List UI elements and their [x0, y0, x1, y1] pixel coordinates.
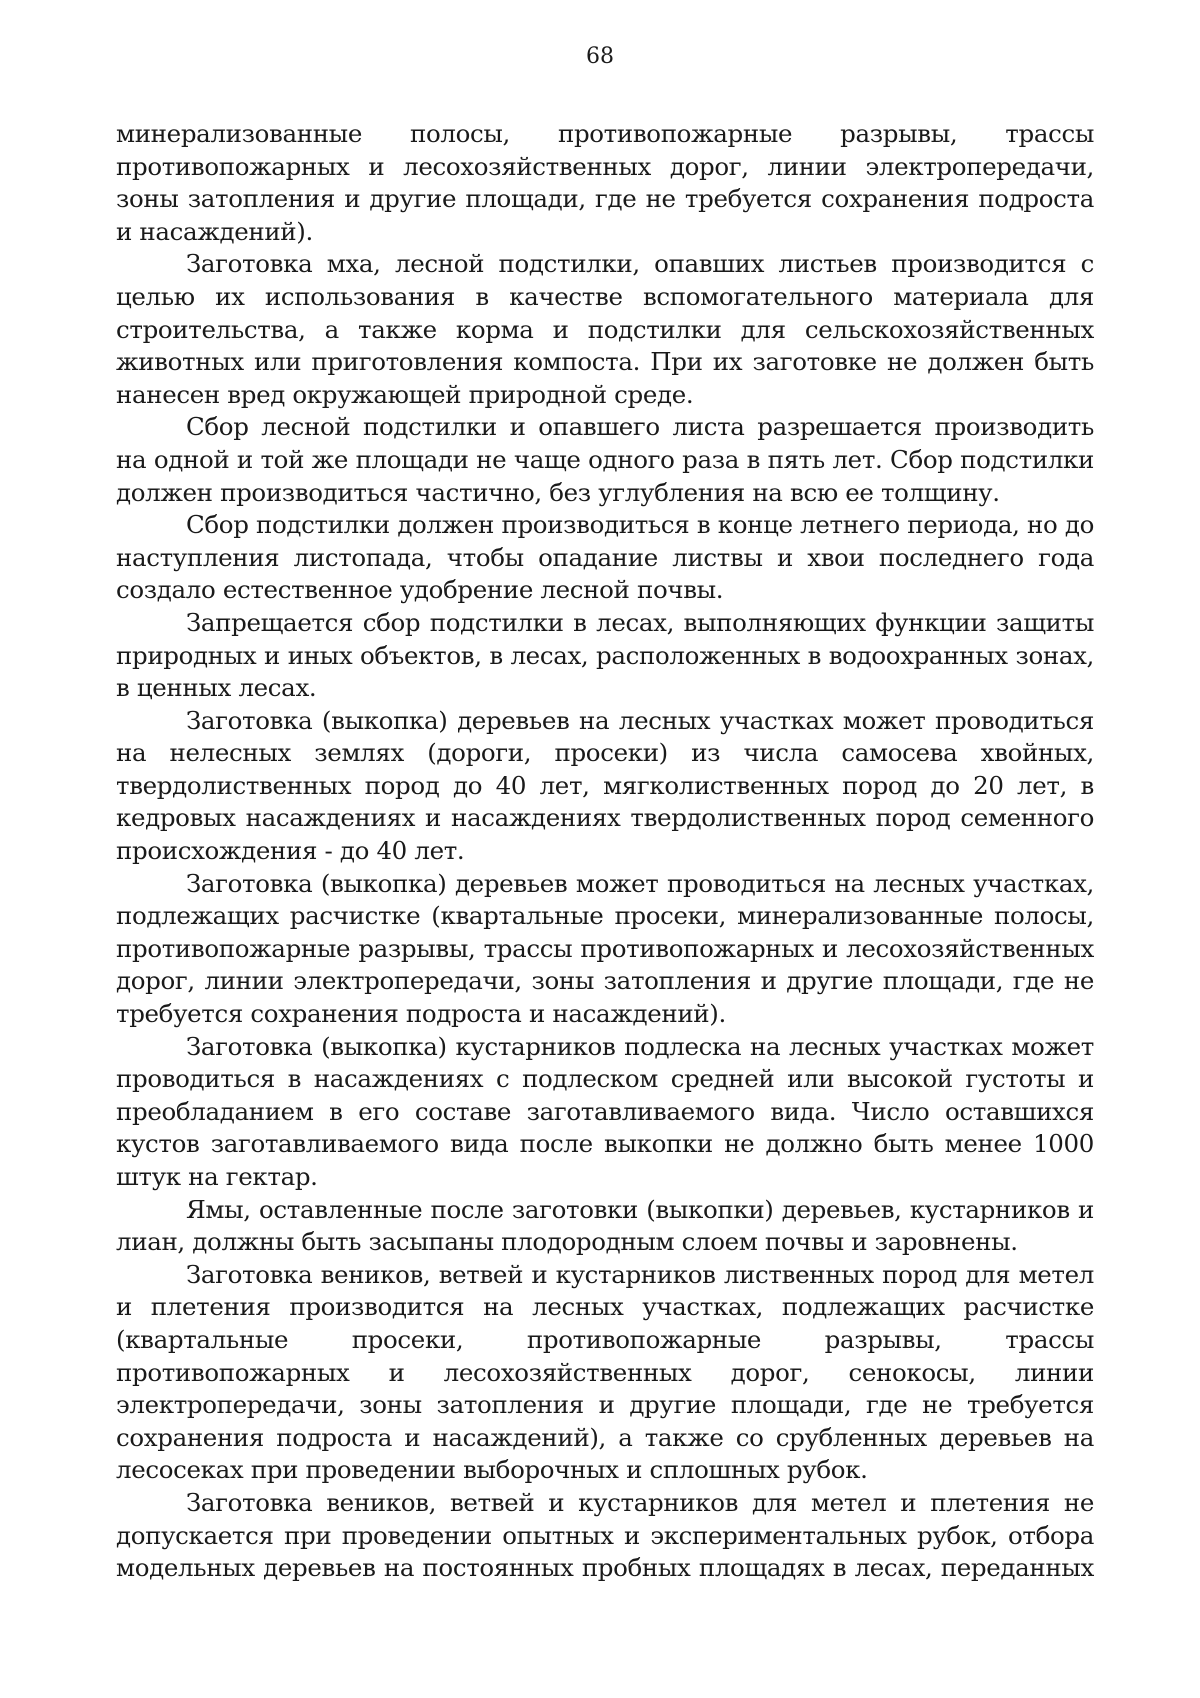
document-body — [116, 118, 1094, 1585]
paragraph-litter-season: Сбор подстилки должен производиться в конце летнего периода, но до наступления листопада, чтобы опадание листвы и хвои последнего года создало естественное удобрение лесной почвы. — [116, 510, 1094, 605]
paragraph-pits-filling: Ямы, оставленные после заготовки (выкопки) деревьев, кустарников и лиан, должны быть засыпаны плодородным слоем почвы и заровнены. — [116, 1194, 1094, 1257]
page-number: 68 — [586, 44, 614, 69]
paragraph-litter-frequency: Сбор лесной подстилки и опавшего листа разрешается производить на одной и той же площади не чаще одного раза в пять лет. Сбор подстилки должен производиться частично, без углубления на всю ее толщину. — [116, 412, 1094, 507]
paragraph-moss-litter-harvest: Заготовка мха, лесной подстилки, опавших листьев производится с целью их использования в качестве вспомогательного материала для строительства, а также корма и подстилки для сельскохозяйственных животных или приготовления компоста. При их заготовке не должен быть нанесен вред окружающей природной среде. — [116, 249, 1094, 409]
paragraph-brooms-prohibition: Заготовка веников, ветвей и кустарников для метел и плетения не допускается при проведении опытных и экспериментальных рубок, отбора модельных деревьев на постоянных пробных площадях в лесах, переданных — [116, 1487, 1094, 1583]
paragraph-tree-digging-clearing: Заготовка (выкопка) деревьев может проводиться на лесных участках, подлежащих расчистке (квартальные просеки, минерализованные полосы, противопожарные разрывы, трассы противопожарных и лесохозяйственных дорог, линии электропередачи, зоны затопления и другие площади, где не требуется сохранения подроста и насаждений). — [116, 868, 1094, 1029]
paragraph-shrub-digging: Заготовка (выкопка) кустарников подлеска на лесных участках может проводиться в насаждениях с подлеском средней или высокой густоты и преобладанием в его составе заготавливаемого вида. Число оставшихся кустов заготавливаемого вида после выкопки не должно быть менее 1000 штук на гектар. — [116, 1031, 1094, 1191]
paragraph-litter-prohibition: Запрещается сбор подстилки в лесах, выполняющих функции защиты природных и иных объектов, в лесах, расположенных в водоохранных зонах, в ценных лесах. — [116, 607, 1094, 703]
paragraph-brooms-branches: Заготовка веников, ветвей и кустарников лиственных пород для метел и плетения производится на лесных участках, подлежащих расчистке (квартальные просеки, противопожарные разрывы, трассы противопожарных и лесохозяйственных дорог, сенокосы, линии электропередачи, зоны затопления и другие площади, где не требуется сохранения подроста и насаждений), а также со срубленных деревьев на лесосеках при проведении выборочных и сплошных рубок. — [116, 1259, 1094, 1485]
paragraph-tree-digging-nonforest: Заготовка (выкопка) деревьев на лесных участках может проводиться на нелесных землях (дороги, просеки) из числа самосева хвойных, твердолиственных пород до 40 лет, мягколиственных пород до 20 лет, в кедровых насаждениях и насаждениях твердолиственных пород семенного происхождения - до 40 лет. — [116, 705, 1094, 866]
paragraph-continuation: минерализованные полосы, противопожарные разрывы, трассы противопожарных и лесохозяйственных дорог, линии электропередачи, зоны затопления и другие площади, где не требуется сохранения подроста и насаждений). — [116, 119, 1094, 246]
